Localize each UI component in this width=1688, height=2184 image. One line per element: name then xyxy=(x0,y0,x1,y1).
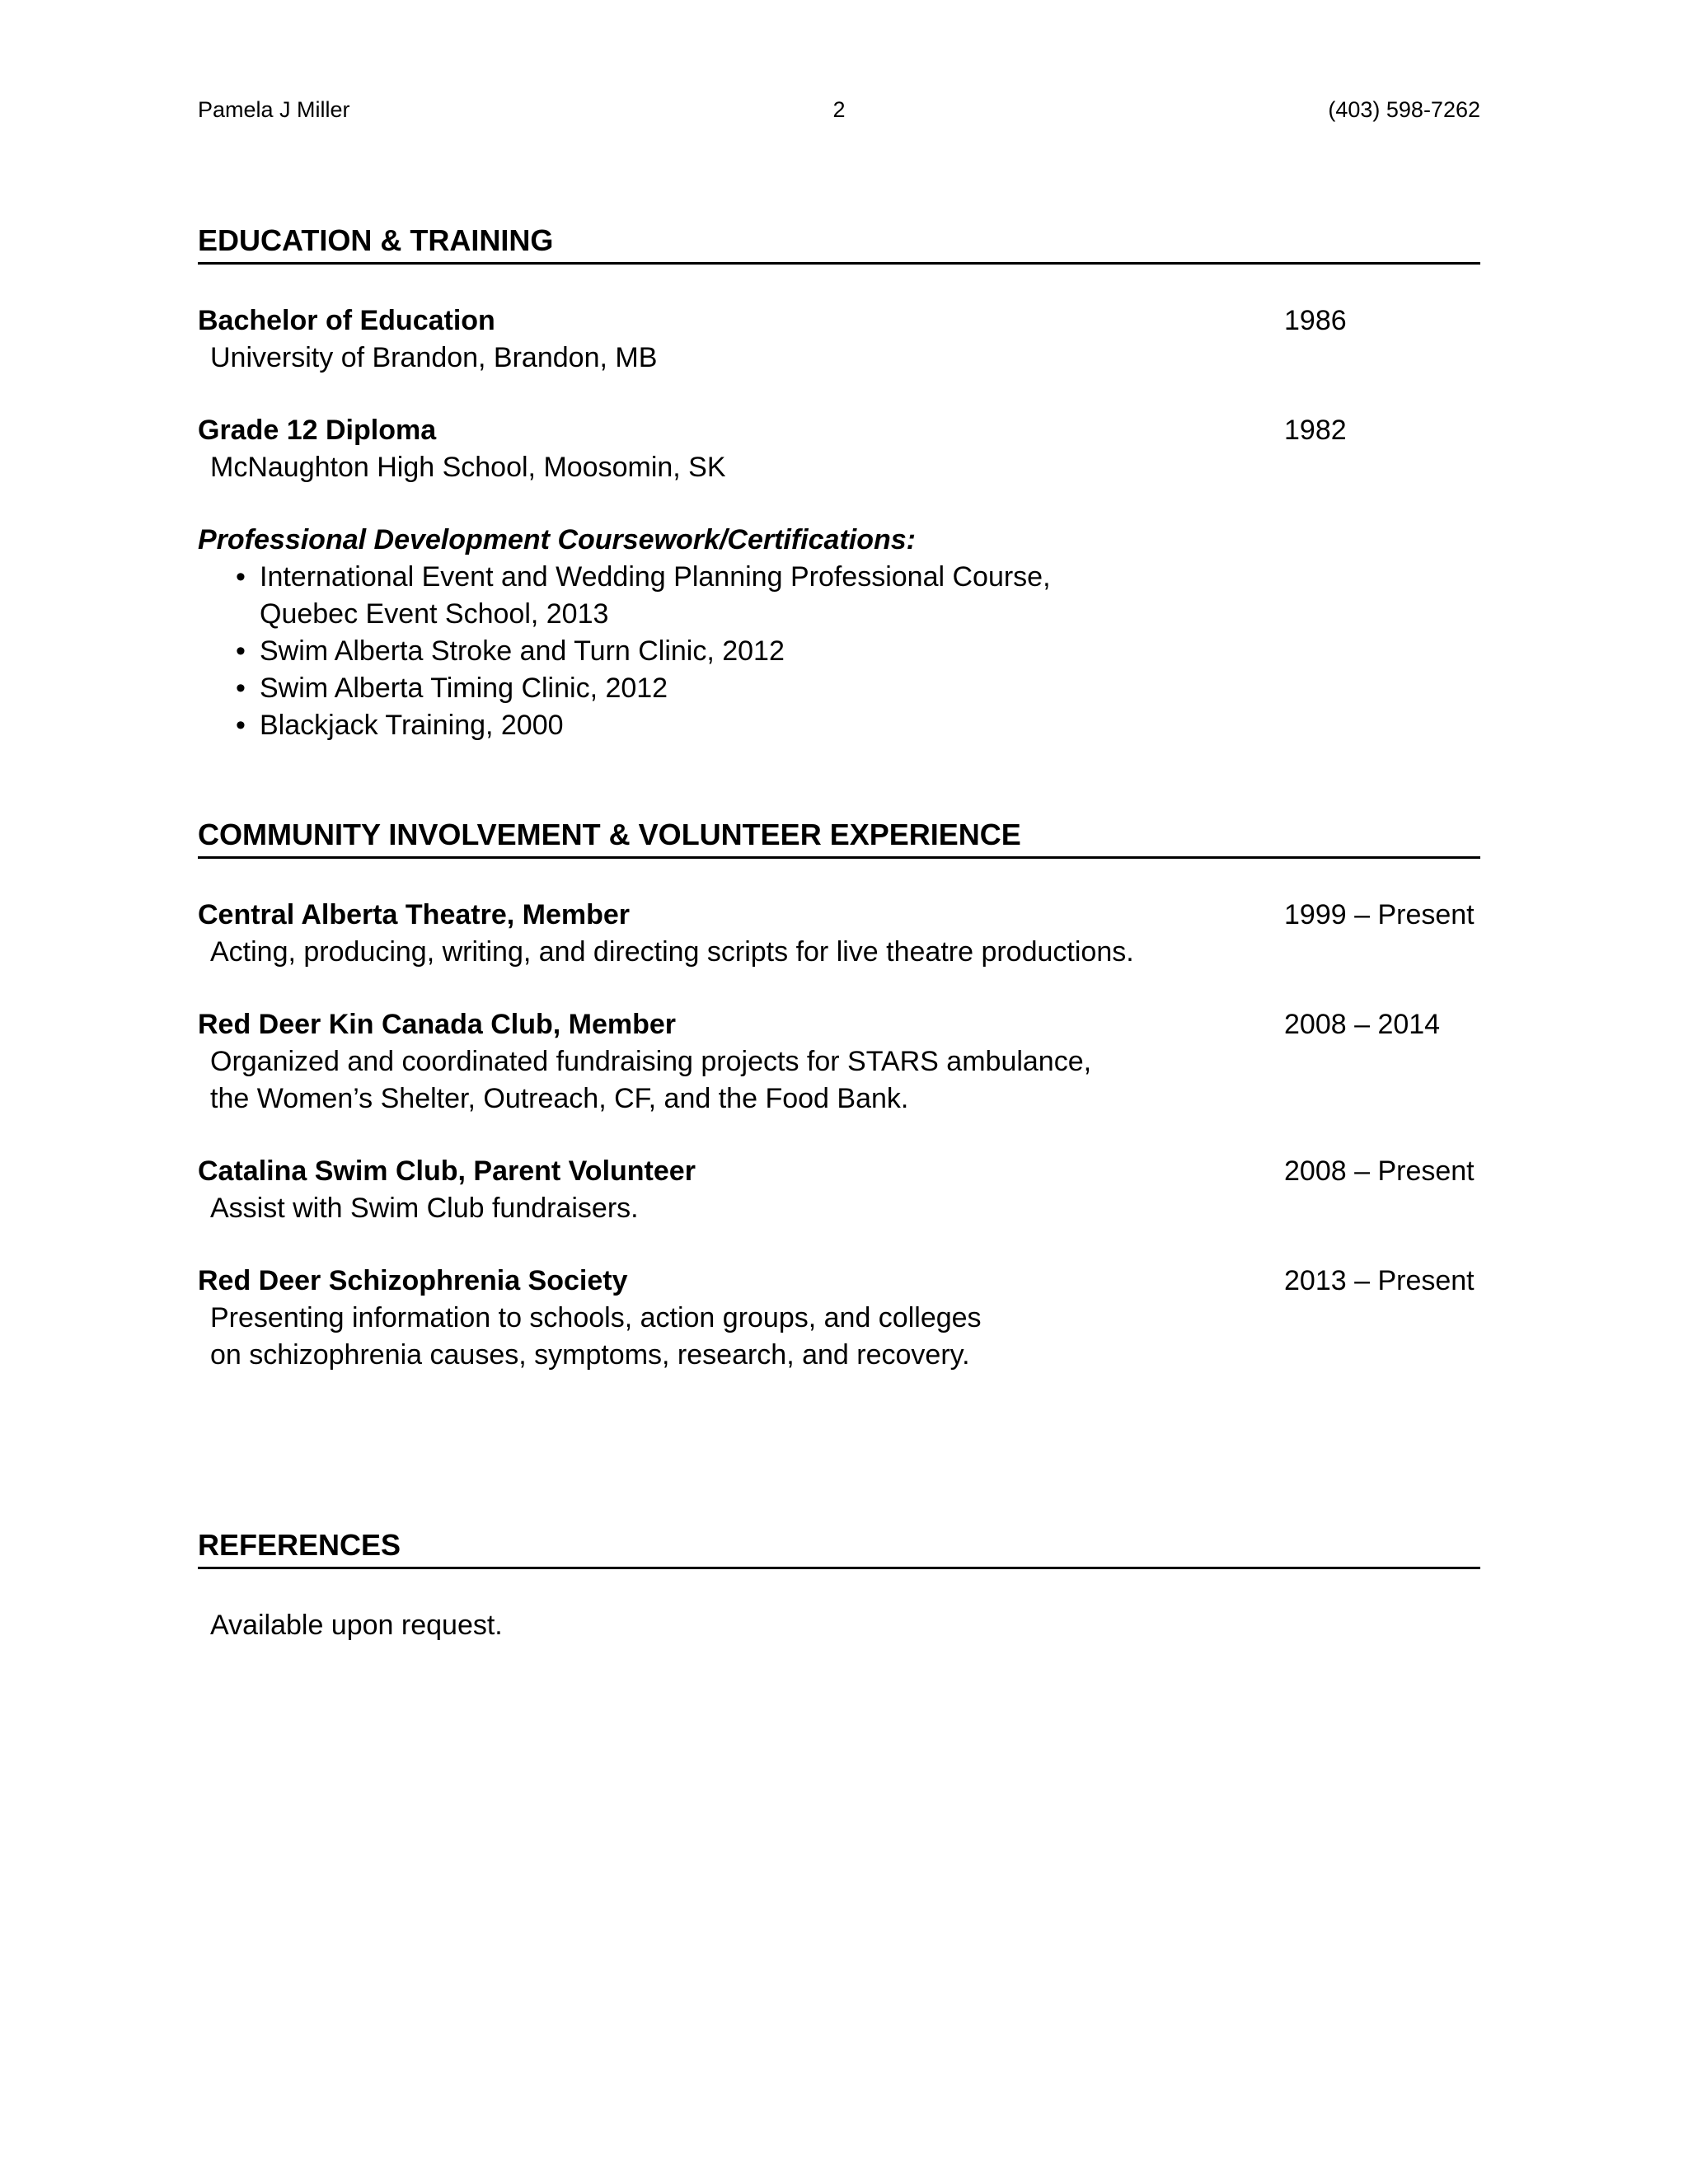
entry-description: on schizophrenia causes, symptoms, research, and recovery. xyxy=(210,1339,970,1371)
references-heading: REFERENCES xyxy=(198,1527,1480,1569)
header-phone: (403) 598-7262 xyxy=(1328,97,1480,122)
education-entry xyxy=(198,302,1480,377)
list-item: • Blackjack Training, 2000 xyxy=(198,707,1269,744)
entry-date: 1999 – Present xyxy=(1284,899,1475,930)
list-item: • Swim Alberta Timing Clinic, 2012 xyxy=(198,670,1269,707)
entry-title: Grade 12 Diploma xyxy=(198,415,437,446)
bullet-icon: • xyxy=(236,710,246,741)
education-heading: EDUCATION & TRAINING xyxy=(198,223,1480,265)
entry-title: Red Deer Kin Canada Club, Member xyxy=(198,1009,677,1040)
entry-description: Presenting information to schools, action groups, and colleges xyxy=(210,1302,982,1333)
pd-heading: Professional Development Coursework/Certifications: xyxy=(198,524,916,555)
references-text: Available upon request. xyxy=(210,1610,503,1641)
bullet-icon: • xyxy=(236,561,246,593)
entry-date: 1982 xyxy=(1284,415,1347,446)
list-item: • Swim Alberta Stroke and Turn Clinic, 2012 xyxy=(198,633,1269,670)
entry-title: Red Deer Schizophrenia Society xyxy=(198,1265,628,1296)
list-item: • International Event and Wedding Planning Professional Course, Quebec Event School, 2013 xyxy=(198,559,1269,633)
community-heading: COMMUNITY INVOLVEMENT & VOLUNTEER EXPERIENCE xyxy=(198,817,1480,859)
community-entry xyxy=(198,1263,1480,1374)
entry-description: McNaughton High School, Moosomin, SK xyxy=(210,452,726,483)
bullet-icon: • xyxy=(236,635,246,667)
entry-title: Central Alberta Theatre, Member xyxy=(198,899,630,930)
entry-date: 1986 xyxy=(1284,305,1347,336)
entry-description: Organized and coordinated fundraising projects for STARS ambulance, xyxy=(210,1046,1092,1077)
entry-date: 2008 – 2014 xyxy=(1284,1009,1441,1040)
entry-title: Bachelor of Education xyxy=(198,305,495,336)
page-header xyxy=(198,97,1480,130)
entry-description: University of Brandon, Brandon, MB xyxy=(210,342,658,373)
community-entry xyxy=(198,1006,1480,1118)
entry-description: the Women’s Shelter, Outreach, CF, and the Food Bank. xyxy=(210,1083,909,1114)
entry-date: 2013 – Present xyxy=(1284,1265,1475,1296)
entry-date: 2008 – Present xyxy=(1284,1155,1475,1187)
bullet-icon: • xyxy=(236,673,246,704)
community-entry xyxy=(198,1153,1480,1227)
entry-description: Assist with Swim Club fundraisers. xyxy=(210,1193,639,1224)
community-entry xyxy=(198,897,1480,971)
entry-description: Acting, producing, writing, and directing scripts for live theatre productions. xyxy=(210,936,1134,968)
header-name: Pamela J Miller xyxy=(198,97,350,122)
entry-title: Catalina Swim Club, Parent Volunteer xyxy=(198,1155,696,1187)
education-entry xyxy=(198,412,1480,486)
page-number: 2 xyxy=(832,97,846,122)
pd-list xyxy=(198,559,1269,744)
